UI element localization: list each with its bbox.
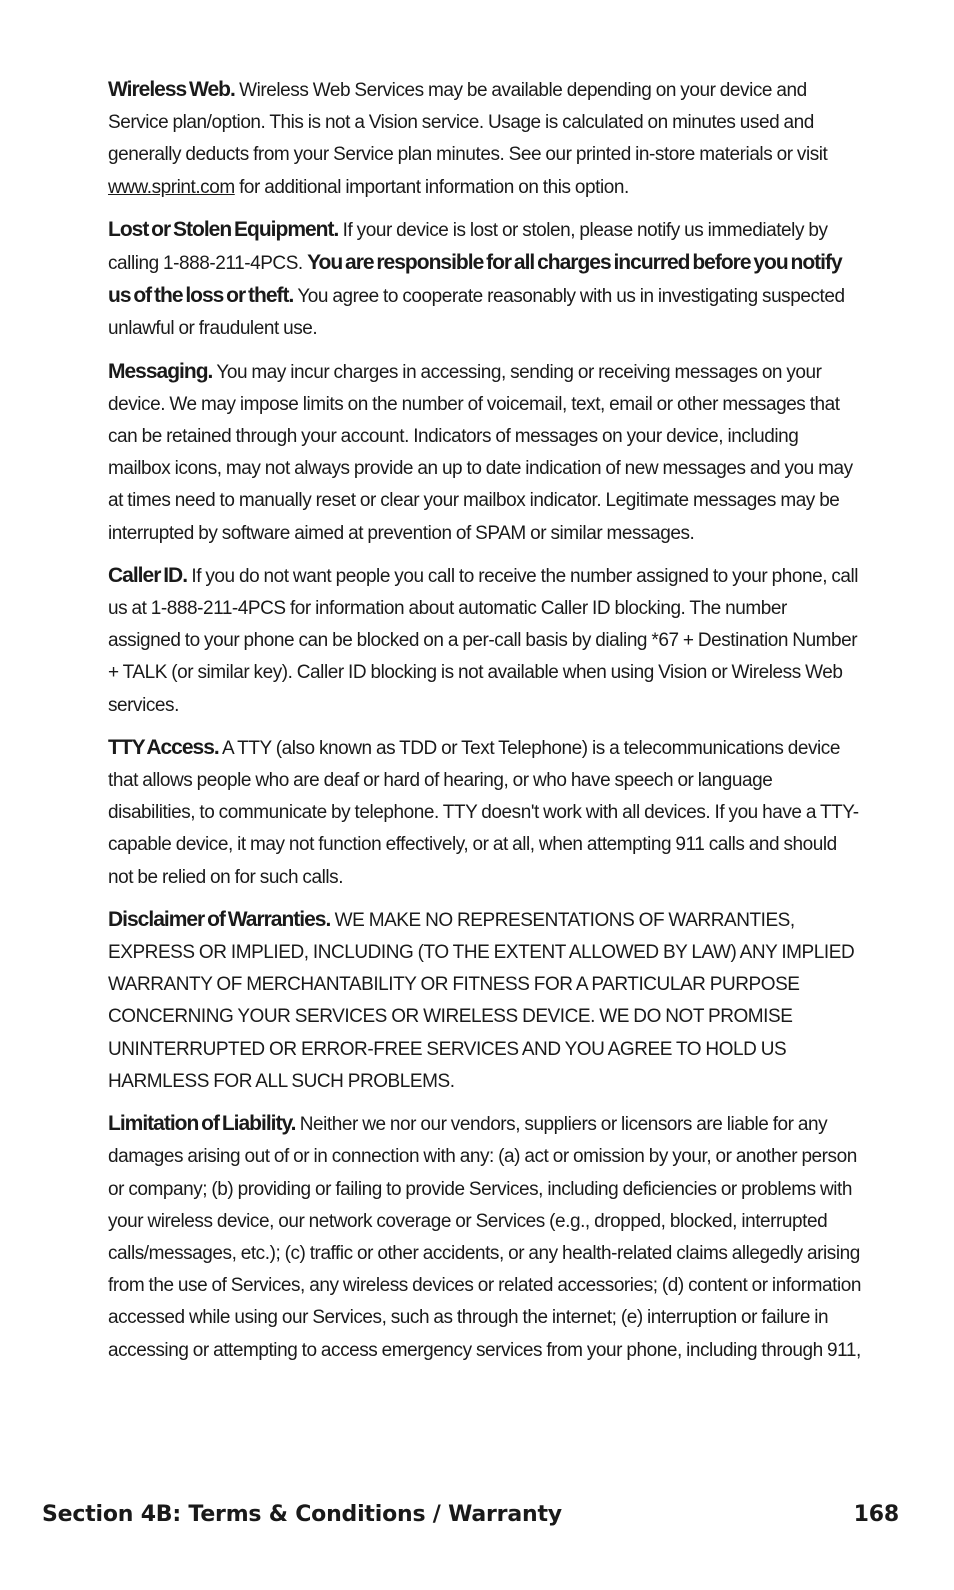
document-body	[108, 74, 862, 1377]
footer-section-title: Section 4B: Terms & Conditions / Warranty	[42, 1502, 562, 1527]
paragraph-limitation	[108, 1108, 862, 1367]
paragraph-caller-id	[108, 560, 862, 722]
text-lost-stolen-1: If your device is lost or stolen, please notify us immediately by calling 1-888-211-4PCS.	[108, 219, 828, 275]
paragraph-wireless-web	[108, 74, 862, 204]
page-footer	[42, 1502, 899, 1527]
text-wireless-web-1: Wireless Web Services may be available depending on your device and Service plan/option. This is not a Vision service. Usage is calculated on minutes used and generally deducts from your Service plan minutes. See our printed in-store materials or visit	[108, 80, 828, 166]
paragraph-lost-stolen	[108, 214, 862, 346]
text-wireless-web-2: for additional important information on this option.	[234, 176, 629, 198]
heading-caller-id: Caller ID.	[108, 563, 188, 587]
sprint-link[interactable]: www.sprint.com	[108, 176, 235, 198]
heading-messaging: Messaging.	[108, 359, 213, 383]
page-number: 168	[853, 1502, 899, 1527]
text-tty-access: A TTY (also known as TDD or Text Telephone) is a telecommunications device that allows people who are deaf or hard of hearing, or who have speech or language disabilities, to communicate by telephone. TTY doesn't work with all devices. If you have a TTY-capable device, it may not function effectively, or at all, when attempting 911 calls and should not be relied on for such calls.	[108, 737, 859, 888]
text-disclaimer: WE MAKE NO REPRESENTATIONS OF WARRANTIES, EXPRESS OR IMPLIED, INCLUDING (TO THE EXTENT ALLOWED BY LAW) ANY IMPLIED WARRANTY OF MERCHANTABILITY OR FITNESS FOR A PARTICULAR PURPOSE CONCERNING YOUR SERVICES OR WIRELESS DEVICE. WE DO NOT PROMISE UNINTERRUPTED OR ERROR-FREE SERVICES AND YOU AGREE TO HOLD US HARMLESS FOR ALL SUCH PROBLEMS.	[108, 909, 855, 1092]
text-lost-stolen-2: You agree to cooperate reasonably with us in investigating suspected unlawful or fraudulent use.	[108, 286, 845, 340]
text-messaging: You may incur charges in accessing, sending or receiving messages on your device. We may impose limits on the number of voicemail, text, email or other messages that can be retained through your account. Indicators of messages on your device, including mailbox icons, may not always provide an up to date indication of new messages and you may at times need to manually reset or clear your mailbox indicator. Legitimate messages may be interrupted by software aimed at prevention of SPAM or similar messages.	[108, 361, 853, 544]
heading-disclaimer: Disclaimer of Warranties.	[108, 907, 331, 931]
paragraph-tty-access	[108, 732, 862, 894]
heading-limitation: Limitation of Liability.	[108, 1112, 296, 1136]
paragraph-messaging	[108, 356, 862, 550]
paragraph-disclaimer	[108, 904, 862, 1098]
heading-wireless-web: Wireless Web.	[108, 78, 235, 101]
heading-tty-access: TTY Access.	[108, 735, 219, 759]
bold-responsibility-notice: You are responsible for all charges incurred before you notify us of the loss or theft.	[108, 251, 842, 308]
text-limitation: Neither we nor our vendors, suppliers or licensors are liable for any damages arising out of or in connection with any: (a) act or omission by your, or another person or company; (b) providing or failing to provide Services, including deficiencies or problems with your wireless device, our network coverage or Services (e.g., dropped, blocked, interrupted calls/messages, etc.); (c) traffic or other accidents, or any health-related claims allegedly arising from the use of Services, any wireless devices or related accessories; (d) content or information accessed while using our Services, such as through the internet; (e) interruption or failure in accessing or attempting to access emergency services from your phone, including through 911,	[108, 1114, 861, 1361]
text-caller-id: If you do not want people you call to receive the number assigned to your phone, call us at 1-888-211-4PCS for information about automatic Caller ID blocking. The number assigned to your phone can be blocked on a per-call basis by dialing *67 + Destination Number + TALK (or similar key). Caller ID blocking is not available when using Vision or Wireless Web services.	[108, 565, 859, 716]
heading-lost-stolen: Lost or Stolen Equipment.	[108, 217, 339, 241]
